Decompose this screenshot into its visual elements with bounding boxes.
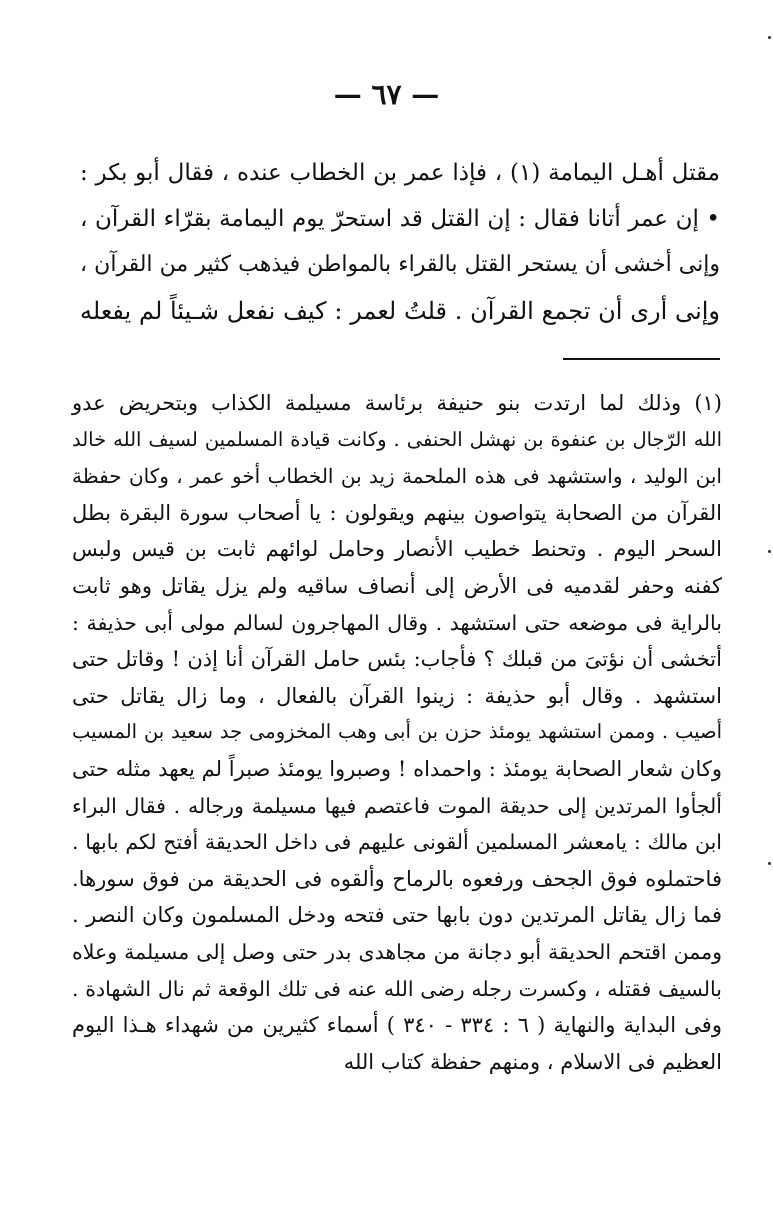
margin-mark — [768, 862, 771, 865]
footnote-line: (١) وذلك لما ارتدت بنو حنيفة برئاسة مسيلمة الكذاب وبتحريض عدو — [72, 391, 722, 415]
margin-mark — [768, 36, 771, 39]
footnote-line: استشهد . وقال أبو حذيفة : زينوا القرآن بالفعال ، وما زال يقاتل حتى — [72, 683, 722, 708]
footnote — [72, 385, 722, 1080]
footnote-line: وممن اقتحم الحديقة أبو دجانة من مجاهدى بدر حتى وصل إلى مسيلمة وعلاه — [72, 939, 722, 964]
main-text — [80, 150, 720, 334]
footnote-line: وكان شعار الصحابة يومئذ : واحمداه ! وصبروا يومئذ صبراً لم يعهد مثله حتى — [72, 756, 722, 781]
footnote-line: ألجأوا المرتدين إلى حديقة الموت فاعتصم فيها مسيلمة ورجاله . فقال البراء — [72, 793, 722, 818]
footnote-line: ابن الوليد ، واستشهد فى هذه الملحمة زيد بن الخطاب أخو عمر ، وكان حفظة — [72, 464, 722, 489]
footnote-line: السحر اليوم . وتحنط خطيب الأنصار وحامل لوائهم ثابت بن قيس ولبس — [72, 537, 722, 562]
footnote-line: وفى البداية والنهاية ( ٦ : ٣٣٤ - ٣٤٠ ) أسماء كثيرين من شهداء هـذا اليوم — [72, 1013, 722, 1038]
footnote-line: فما زال يقاتل المرتدين دون بابها حتى فتحه ودخل المسلمون وكان النصر . — [72, 903, 722, 928]
main-text-line: وإنى أرى أن تجمع القرآن . قلتُ لعمر : كيف نفعل شـيئاً لم يفعله — [80, 297, 720, 325]
main-text-line: وإنى أخشى أن يستحر القتل بالقراء بالمواطن فيذهب كثير من القرآن ، — [80, 252, 720, 277]
main-text-line: مقتل أهـل اليمامة (١) ، فإذا عمر بن الخطاب عنده ، فقال أبو بكر : — [80, 160, 720, 186]
margin-mark — [768, 550, 771, 553]
footnote-separator — [563, 358, 720, 360]
page-number: — ٦٧ — — [333, 78, 440, 111]
footnote-line: الله الرّجال بن عنفوة بن نهشل الحنفى . وكانت قيادة المسلمين لسيف الله خالد — [72, 427, 722, 451]
main-text-line: • إن عمر أتانا فقال : إن القتل قد استحرّ يوم اليمامة بقرّاء القرآن ، — [80, 206, 720, 232]
footnote-line: القرآن من الصحابة يتواصون بينهم ويقولون : يا أصحاب سورة البقرة بطل — [72, 500, 722, 525]
footnote-line: أتخشى أن نؤتىَ من قبلك ؟ فأجاب: بئس حامل القرآن أنا إذن ! وقاتل حتى — [72, 647, 722, 672]
footnote-line: أصيب . وممن استشهد يومئذ حزن بن أبى وهب المخزومى جد سعيد بن المسيب — [72, 720, 722, 744]
footnote-line: فاحتملوه فوق الجحف ورفعوه بالرماح وألقوه فى الحديقة من فوق سورها. — [72, 866, 722, 891]
footnote-line: بالراية فى موضعه حتى استشهد . وقال المهاجرون لسالم مولى أبى حذيفة : — [72, 610, 722, 635]
footnote-line: بالسيف فقتله ، وكسرت رجله رضى الله عنه فى تلك الوقعة ثم نال الشهادة . — [72, 976, 722, 1001]
footnote-line: العظيم فى الاسلام ، ومنهم حفظة كتاب الله — [343, 1049, 722, 1074]
footnote-line: ابن مالك : يامعشر المسلمين ألقونى عليهم فى داخل الحديقة أفتح لكم بابها . — [72, 830, 722, 855]
footnote-line: كفنه وحفر لقدميه فى الأرض إلى أنصاف ساقيه ولم يزل يقاتل وهو ثابت — [72, 573, 722, 598]
